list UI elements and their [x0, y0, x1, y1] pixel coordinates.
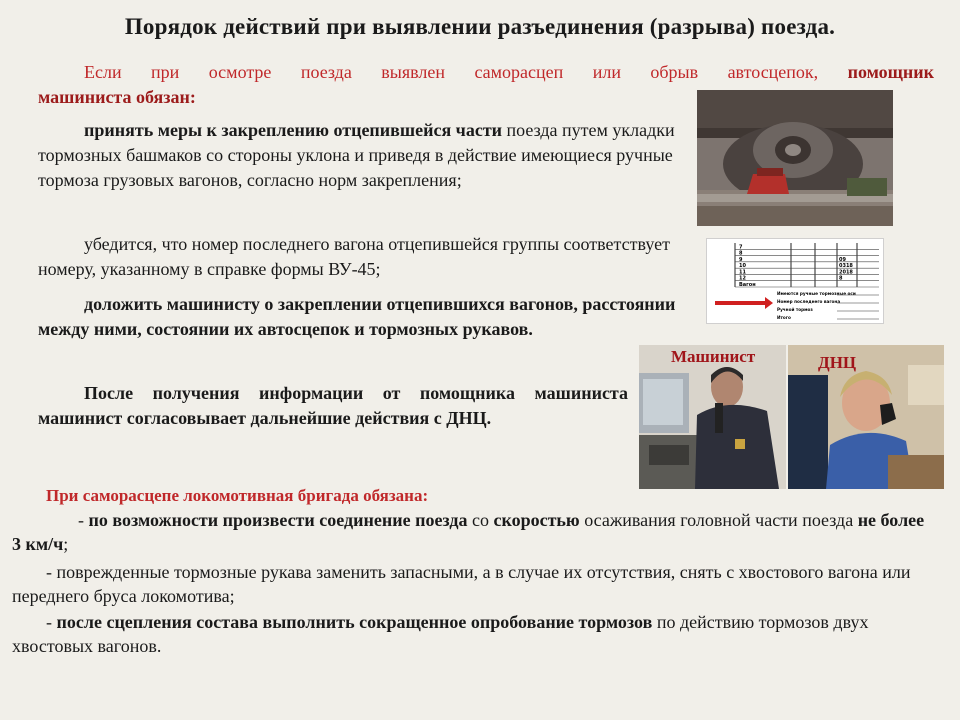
bullet-replace-hoses	[12, 560, 932, 608]
step-coordinate-dnc	[38, 381, 628, 431]
bullet3-dash: -	[46, 612, 57, 632]
brigade-heading	[46, 483, 428, 508]
form-vu45-image	[706, 238, 884, 324]
form-row-label: 7	[739, 244, 743, 251]
brigade-heading-text: При саморасцепе локомотивная бригада обязана:	[46, 486, 429, 505]
form-line-text: Имеются ручные тормозные оси	[777, 291, 856, 296]
form-line-text: Ручной тормоз	[777, 307, 813, 312]
dnc-label: ДНЦ	[818, 353, 857, 372]
bullet1-mid1: со	[467, 510, 494, 530]
form-cell-value: 09	[839, 256, 846, 263]
dnc-dispatcher-photo	[788, 345, 944, 489]
bullet-brake-test	[12, 610, 932, 658]
bullet2-text: - поврежденные тормозные рукава заменить запасными, а в случае их отсутствия, снять с хвостового вагона или переднего бруса локомотива;	[12, 562, 911, 606]
step4-bold: После получения информации от помощника машиниста машинист согласовывает дальнейшие действия с ДНЦ.	[38, 383, 628, 428]
form-row-label: Вагон	[739, 282, 756, 288]
bullet3-text: по действию тормозов двух хвостовых вагонов.	[12, 612, 869, 656]
step-verify-number	[38, 232, 683, 282]
form-row-label: 9	[739, 256, 743, 263]
form-row-label: 8	[739, 250, 743, 257]
step1-bold: принять меры к закреплению отцепившейся части	[84, 120, 503, 140]
intro-line-2: машиниста обязан:	[38, 87, 196, 107]
step1-text: поезда путем укладки тормозных башмаков со стороны уклона и приведя в действие имеющиеся ручные тормоза грузовых вагонов, согласно норм закрепления;	[38, 120, 675, 190]
intro-bold-tail: помощник	[847, 62, 934, 82]
driver-label: Машинист	[671, 347, 756, 366]
form-line-text: Итого	[777, 315, 791, 320]
bullet1-mid2: осаживания головной части поезда	[579, 510, 858, 530]
form-row-label: 11	[739, 269, 746, 276]
step-secure-cars	[38, 118, 683, 193]
slide-title: Порядок действий при выявлении разъединения (разрыва) поезда.	[124, 14, 836, 39]
form-cell-value: 0318	[839, 263, 853, 270]
bullet-connect-train	[12, 508, 932, 556]
bullet1-bold3: не более 3 км/ч	[12, 510, 925, 554]
intro-text: Если при осмотре поезда выявлен саморасцеп или обрыв автосцепок,	[84, 62, 819, 82]
bullet1-end: ;	[63, 534, 69, 554]
form-line-text: Номер последнего вагона	[777, 299, 841, 304]
bullet1-dash: -	[78, 510, 89, 530]
step3-bold: доложить машинисту о закреплении отцепившихся вагонов, расстоянии между ними, состоянии их автосцепок и тормозных рукавов.	[38, 294, 676, 339]
bullet3-bold: после сцепления состава выполнить сокращенное опробование тормозов	[56, 612, 653, 632]
form-row-label: 12	[739, 275, 746, 282]
wheel-brake-shoe-photo	[697, 90, 893, 226]
intro-line-1	[38, 60, 934, 85]
form-cell-value: 2018	[839, 269, 853, 276]
form-cell-value: 8	[839, 275, 843, 282]
bullet1-bold1: по возможности произвести соединение поезда	[88, 510, 468, 530]
step-report-driver	[38, 292, 683, 342]
step2-text: убедится, что номер последнего вагона отцепившейся группы соответствует номеру, указанному в справке формы ВУ-45;	[38, 234, 670, 279]
bullet1-bold2: скоростью	[493, 510, 580, 530]
form-row-label: 10	[739, 263, 746, 270]
